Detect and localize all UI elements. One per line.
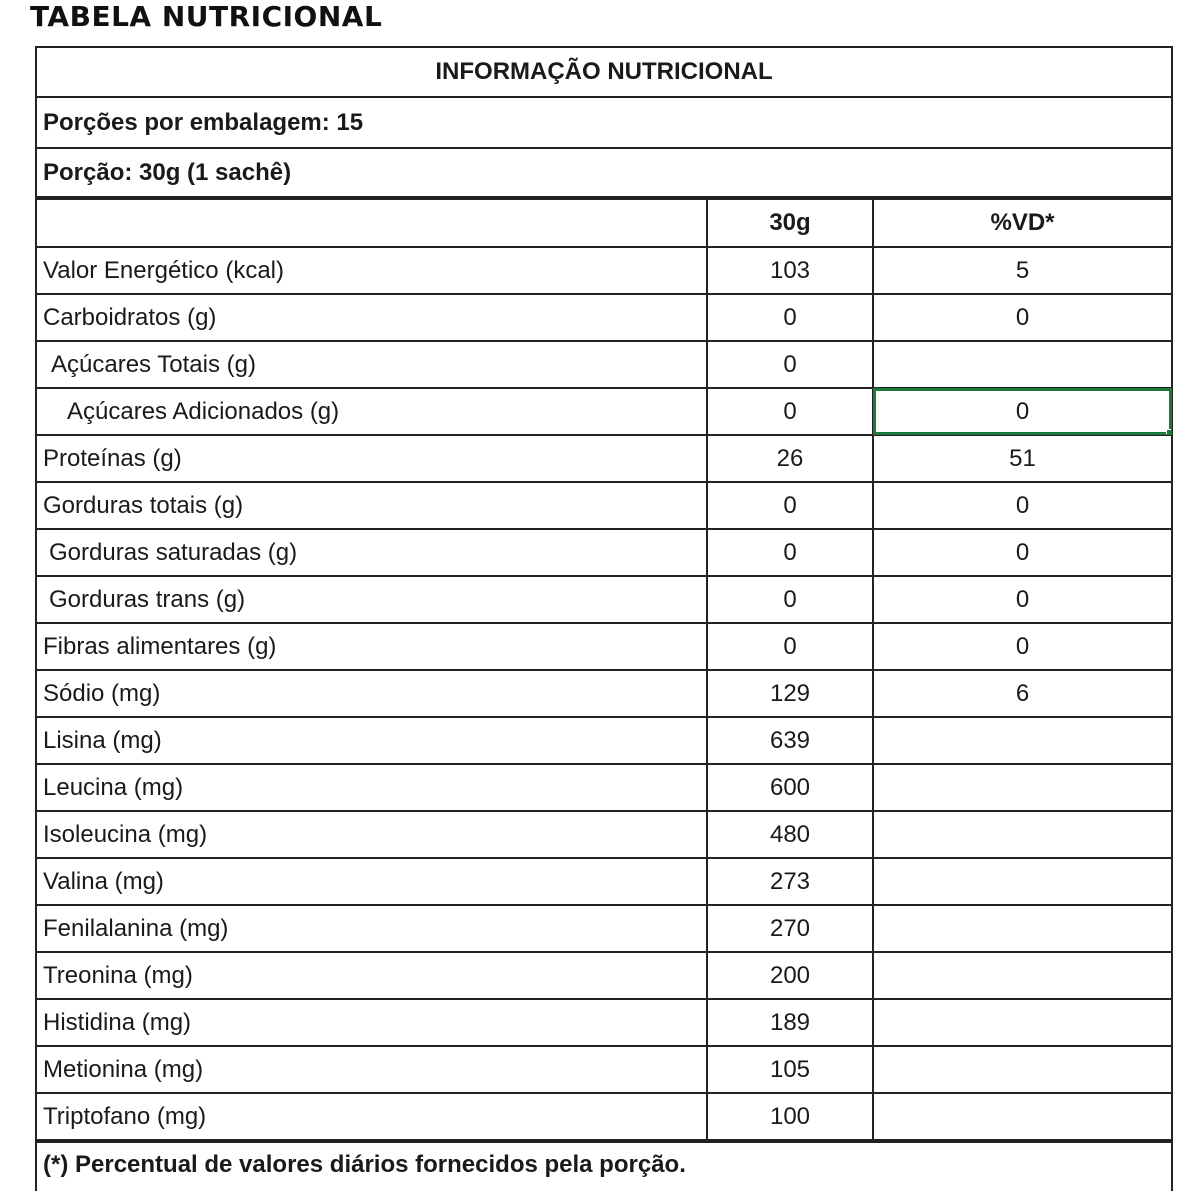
table-row <box>36 905 1172 952</box>
nutrient-daily-value[interactable]: 0 <box>873 294 1172 341</box>
nutrient-daily-value[interactable]: 0 <box>873 623 1172 670</box>
nutrient-daily-value[interactable]: 5 <box>873 247 1172 294</box>
portion-size[interactable]: Porção: 30g (1 sachê) <box>36 148 1172 198</box>
nutrient-label[interactable]: Gorduras saturadas (g) <box>36 529 707 576</box>
nutrient-label[interactable]: Triptofano (mg) <box>36 1093 707 1141</box>
nutrient-amount[interactable]: 600 <box>707 764 873 811</box>
table-row <box>36 717 1172 764</box>
nutrient-amount[interactable]: 105 <box>707 1046 873 1093</box>
nutrient-amount[interactable]: 26 <box>707 435 873 482</box>
nutrient-daily-value[interactable] <box>873 811 1172 858</box>
nutrient-daily-value[interactable]: 0 <box>873 529 1172 576</box>
table-row <box>36 1093 1172 1141</box>
servings-row <box>36 97 1172 148</box>
nutrition-table-body <box>36 47 1172 1191</box>
table-row <box>36 1046 1172 1093</box>
nutrient-label[interactable]: Fenilalanina (mg) <box>36 905 707 952</box>
table-row <box>36 529 1172 576</box>
nutrient-label[interactable]: Valina (mg) <box>36 858 707 905</box>
table-row <box>36 576 1172 623</box>
nutrition-table <box>35 46 1173 1191</box>
table-row <box>36 435 1172 482</box>
nutrient-amount[interactable]: 189 <box>707 999 873 1046</box>
table-header-row <box>36 47 1172 97</box>
nutrient-daily-value[interactable] <box>873 764 1172 811</box>
column-header-row <box>36 198 1172 247</box>
nutrient-amount[interactable]: 0 <box>707 388 873 435</box>
nutrient-label[interactable]: Valor Energético (kcal) <box>36 247 707 294</box>
table-row <box>36 764 1172 811</box>
nutrient-amount[interactable]: 129 <box>707 670 873 717</box>
nutrient-amount[interactable]: 0 <box>707 294 873 341</box>
table-row <box>36 623 1172 670</box>
column-header-dv[interactable]: %VD* <box>873 198 1172 247</box>
nutrient-amount[interactable]: 639 <box>707 717 873 764</box>
nutrient-amount[interactable]: 273 <box>707 858 873 905</box>
nutrient-amount[interactable]: 270 <box>707 905 873 952</box>
nutrient-daily-value[interactable] <box>873 999 1172 1046</box>
nutrient-daily-value[interactable]: 0 <box>873 576 1172 623</box>
nutrient-label[interactable]: Metionina (mg) <box>36 1046 707 1093</box>
servings-per-package[interactable]: Porções por embalagem: 15 <box>36 97 1172 148</box>
nutrient-daily-value[interactable] <box>873 905 1172 952</box>
nutrient-daily-value[interactable] <box>873 952 1172 999</box>
table-row <box>36 999 1172 1046</box>
nutrient-daily-value[interactable] <box>873 1093 1172 1141</box>
nutrient-daily-value[interactable] <box>873 1046 1172 1093</box>
nutrient-label[interactable]: Lisina (mg) <box>36 717 707 764</box>
nutrient-daily-value[interactable] <box>873 341 1172 388</box>
nutrient-label[interactable]: Fibras alimentares (g) <box>36 623 707 670</box>
nutrient-amount[interactable]: 0 <box>707 341 873 388</box>
table-row <box>36 482 1172 529</box>
nutrient-amount[interactable]: 0 <box>707 623 873 670</box>
nutrient-label[interactable]: Proteínas (g) <box>36 435 707 482</box>
selected-cell-value: 0 <box>1015 397 1030 425</box>
table-row <box>36 294 1172 341</box>
nutrient-label[interactable]: Gorduras trans (g) <box>36 576 707 623</box>
nutrient-amount[interactable]: 0 <box>707 482 873 529</box>
table-header[interactable]: INFORMAÇÃO NUTRICIONAL <box>36 47 1172 97</box>
footnote-row <box>36 1141 1172 1191</box>
nutrient-label[interactable]: Leucina (mg) <box>36 764 707 811</box>
nutrient-amount[interactable]: 103 <box>707 247 873 294</box>
nutrient-daily-value[interactable]: 0 <box>873 482 1172 529</box>
table-row <box>36 247 1172 294</box>
footnote[interactable]: (*) Percentual de valores diários fornecidos pela porção. <box>36 1141 1172 1191</box>
table-row <box>36 952 1172 999</box>
page-title: TABELA NUTRICIONAL <box>30 0 383 33</box>
table-row <box>36 811 1172 858</box>
nutrient-label[interactable]: Isoleucina (mg) <box>36 811 707 858</box>
nutrient-label[interactable]: Histidina (mg) <box>36 999 707 1046</box>
nutrient-amount[interactable]: 0 <box>707 529 873 576</box>
nutrient-amount[interactable]: 100 <box>707 1093 873 1141</box>
nutrient-label[interactable]: Sódio (mg) <box>36 670 707 717</box>
nutrient-label[interactable]: Carboidratos (g) <box>36 294 707 341</box>
table-row <box>36 858 1172 905</box>
nutrient-label[interactable]: Açúcares Adicionados (g) <box>36 388 707 435</box>
nutrient-daily-value[interactable] <box>873 388 1172 435</box>
table-row <box>36 388 1172 435</box>
nutrient-label[interactable]: Treonina (mg) <box>36 952 707 999</box>
nutrient-daily-value[interactable]: 6 <box>873 670 1172 717</box>
nutrient-daily-value[interactable] <box>873 717 1172 764</box>
portion-row <box>36 148 1172 198</box>
nutrient-amount[interactable]: 200 <box>707 952 873 999</box>
table-row <box>36 341 1172 388</box>
table-row <box>36 670 1172 717</box>
column-header-amount[interactable]: 30g <box>707 198 873 247</box>
nutrient-amount[interactable]: 0 <box>707 576 873 623</box>
nutrient-label[interactable]: Gorduras totais (g) <box>36 482 707 529</box>
nutrient-amount[interactable]: 480 <box>707 811 873 858</box>
nutrient-daily-value[interactable]: 51 <box>873 435 1172 482</box>
nutrient-label[interactable]: Açúcares Totais (g) <box>36 341 707 388</box>
fill-handle[interactable] <box>1166 429 1172 435</box>
column-header-nutrient[interactable] <box>36 198 707 247</box>
nutrient-daily-value[interactable] <box>873 858 1172 905</box>
